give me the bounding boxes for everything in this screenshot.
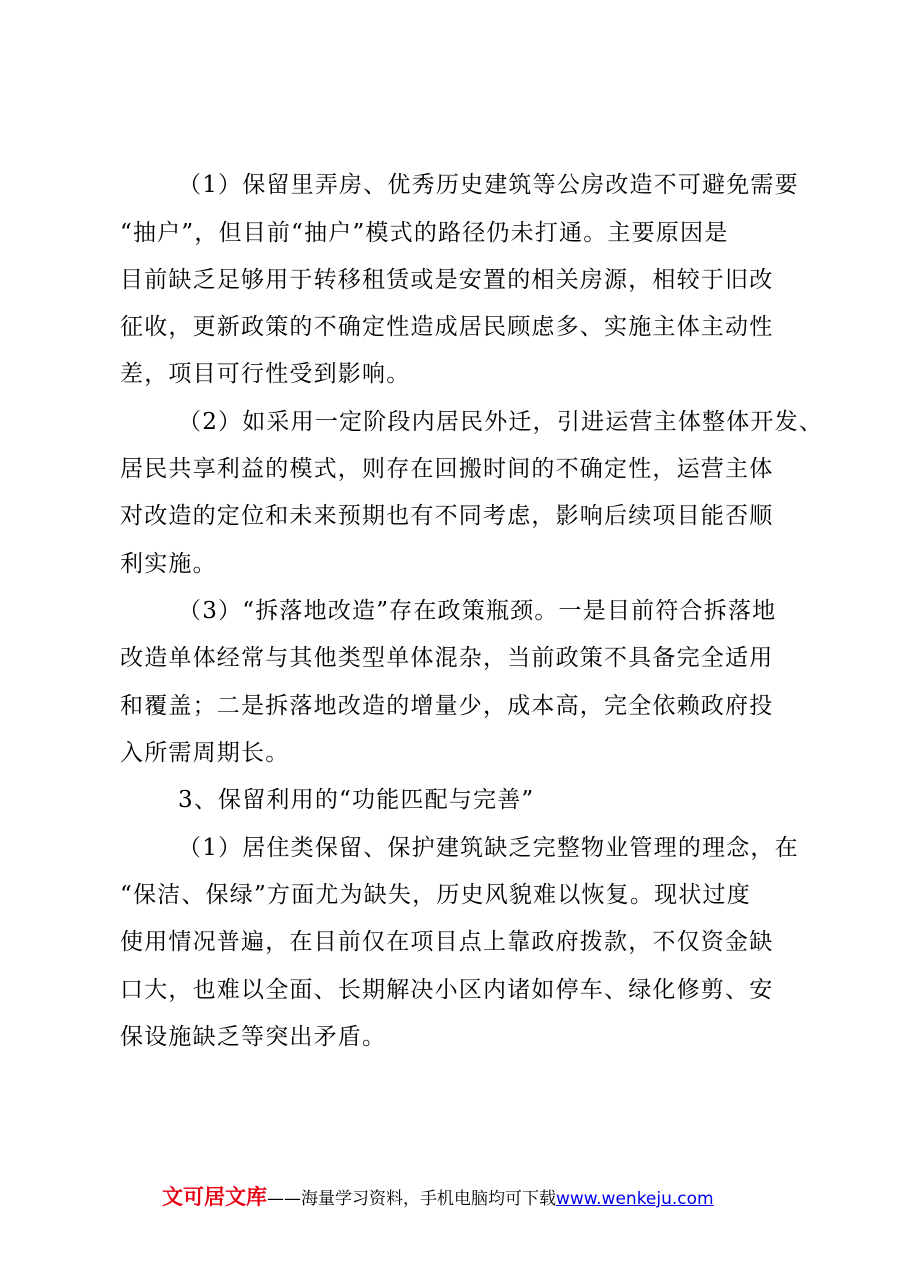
paragraph-5-line-1: （1）居住类保留、保护建筑缺乏完整物业管理的理念，在 bbox=[178, 835, 799, 861]
paragraph-5-line-5: 保设施缺乏等突出矛盾。 bbox=[120, 1024, 387, 1050]
paragraph-1-line-5: 差，项目可行性受到影响。 bbox=[120, 361, 411, 387]
paragraph-5-line-4: 口大，也难以全面、长期解决小区内诸如停车、绿化修剪、安 bbox=[120, 977, 774, 1003]
paragraph-1-line-3: 目前缺乏足够用于转移租赁或是安置的相关房源，相较于旧改 bbox=[120, 267, 774, 293]
paragraph-2-line-2: 居民共享利益的模式，则存在回搬时间的不确定性，运营主体 bbox=[120, 456, 774, 482]
paragraph-2-line-3: 对改造的定位和未来预期也有不同考虑，影响后续项目能否顺 bbox=[120, 503, 774, 529]
paragraph-3-line-2: 改造单体经常与其他类型单体混杂，当前政策不具备完全适用 bbox=[120, 645, 774, 671]
paragraph-2-line-4: 利实施。 bbox=[120, 551, 217, 577]
paragraph-3-line-1: （3）“拆落地改造”存在政策瓶颈。一是目前符合拆落地 bbox=[178, 598, 777, 624]
paragraph-2-line-1: （2）如采用一定阶段内居民外迁，引进运营主体整体开发、 bbox=[178, 409, 824, 435]
paragraph-1-line-4: 征收，更新政策的不确定性造成居民顾虑多、实施主体主动性 bbox=[120, 314, 774, 340]
paragraph-5-line-2: “保洁、保绿”方面尤为缺失，历史风貌难以恢复。现状过度 bbox=[120, 882, 751, 908]
paragraph-1-line-2: “抽户”，但目前“抽户”模式的路径仍未打通。主要原因是 bbox=[120, 220, 729, 246]
footer-banner bbox=[162, 1182, 714, 1212]
paragraph-3-line-3: 和覆盖；二是拆落地改造的增量少，成本高，完全依赖政府投 bbox=[120, 693, 774, 719]
footer-slogan: ——海量学习资料，手机电脑均可下载 bbox=[267, 1189, 556, 1209]
footer-link[interactable]: www.wenkeju.com bbox=[556, 1189, 714, 1209]
footer-brand: 文可居文库 bbox=[162, 1185, 267, 1209]
paragraph-5-line-3: 使用情况普遍，在目前仅在项目点上靠政府拨款，不仅资金缺 bbox=[120, 929, 774, 955]
paragraph-1-line-1: （1）保留里弄房、优秀历史建筑等公房改造不可避免需要 bbox=[178, 172, 799, 198]
paragraph-3-line-4: 入所需周期长。 bbox=[120, 740, 290, 766]
section-heading: 3、保留利用的“功能匹配与完善” bbox=[178, 787, 535, 813]
